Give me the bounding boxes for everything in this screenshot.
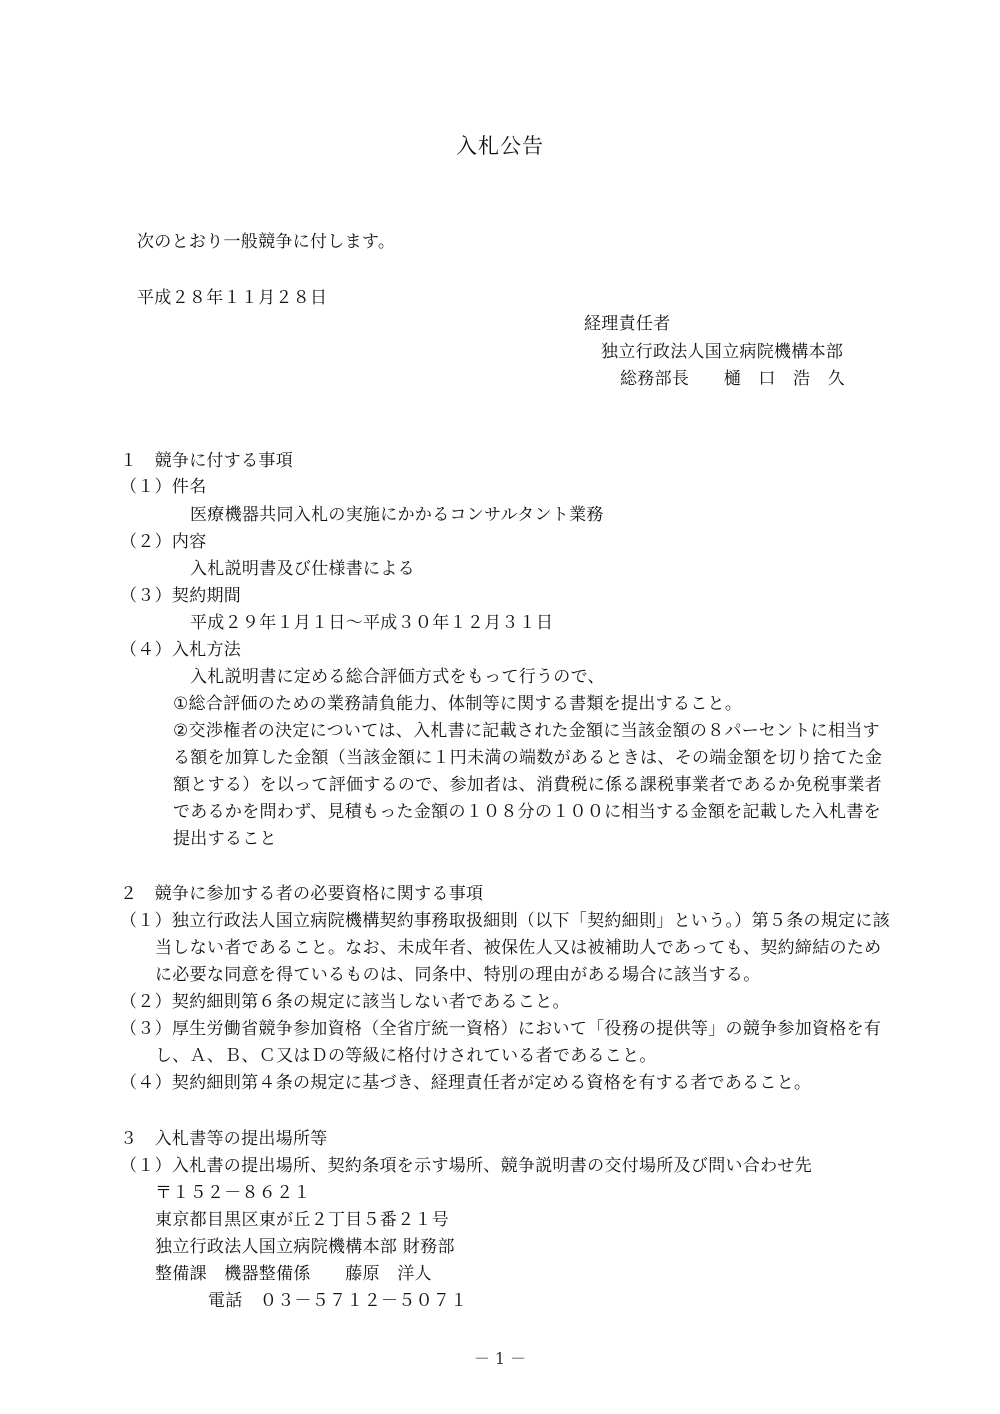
section1-item1-value: 医療機器共同入札の実施にかかるコンサルタント業務 [190,505,604,525]
contact-organization: 独立行政法人国立病院機構本部 財務部 [155,1237,455,1257]
address: 東京都目黒区東が丘２丁目５番２１号 [155,1210,450,1230]
section3-item1: （１）入札書の提出場所、契約条項を示す場所、競争説明書の交付場所及び問い合わせ先 [120,1156,812,1176]
section1-item4-label: （４）入札方法 [120,640,242,660]
section1-item4-line: ②交渉権者の決定については、入札書に記載された金額に当該金額の８パーセントに相当す [173,721,880,741]
section3-heading: ３ 入札書等の提出場所等 [120,1129,328,1149]
section2-line: （２）契約細則第６条の規定に該当しない者であること。 [120,992,570,1012]
postal-code: 〒１５２－８６２１ [155,1183,311,1203]
section1-item1-label: （１）件名 [120,477,207,497]
section1-item3-value: 平成２９年１月１日～平成３０年１２月３１日 [190,613,554,633]
section1-heading: １ 競争に付する事項 [120,451,293,471]
issuer-role: 経理責任者 [584,314,671,334]
section2-heading: ２ 競争に参加する者の必要資格に関する事項 [120,884,484,904]
section1-item4-line: 入札説明書に定める総合評価方式をもって行うので、 [190,667,605,687]
page-number: － 1 － [473,1349,527,1368]
section1-item4-line: 額とする）を以って評価するので、参加者は、消費税に係る課税事業者であるか免税事業者 [173,775,882,795]
section1-item4-line: であるかを問わず、見積もった金額の１０８分の１００に相当する金額を記載した入札書を [173,802,881,822]
contact-person: 整備課 機器整備係 藤原 洋人 [155,1264,432,1284]
section2-line: （１）独立行政法人国立病院機構契約事務取扱細則（以下「契約細則」という。）第５条の規定に該 [120,911,890,931]
document-title: 入札公告 [456,134,544,158]
section2-line: し、Ａ、Ｂ、Ｃ又はＤの等級に格付けされている者であること。 [155,1046,657,1066]
section2-line: （４）契約細則第４条の規定に基づき、経理責任者が定める資格を有する者であること。 [120,1073,812,1093]
intro-text: 次のとおり一般競争に付します。 [137,232,396,252]
notice-date: 平成２８年１１月２８日 [137,288,328,308]
section1-item4-line: 提出すること [173,829,277,849]
section1-item2-value: 入札説明書及び仕様書による [190,559,415,579]
section2-line: （３）厚生労働省競争参加資格（全省庁統一資格）において「役務の提供等」の競争参加資格を有 [120,1019,882,1039]
section2-line: 当しない者であること。なお、未成年者、被保佐人又は被補助人であっても、契約締結のため [155,938,882,958]
issuer-organization: 独立行政法人国立病院機構本部 [601,342,844,362]
section2-line: に必要な同意を得ているものは、同条中、特別の理由がある場合に該当する。 [155,965,761,985]
section1-item4-line: ①総合評価のための業務請負能力、体制等に関する書類を提出すること。 [173,694,743,714]
section1-item3-label: （３）契約期間 [120,586,242,606]
contact-phone: 電話 ０３－５７１２－５０７１ [208,1291,468,1311]
section1-item4-line: る額を加算した金額（当該金額に１円未満の端数があるときは、その端金額を切り捨てた金 [173,748,883,768]
section1-item2-label: （２）内容 [120,532,207,552]
issuer-name: 総務部長 樋 口 浩 久 [620,369,845,389]
